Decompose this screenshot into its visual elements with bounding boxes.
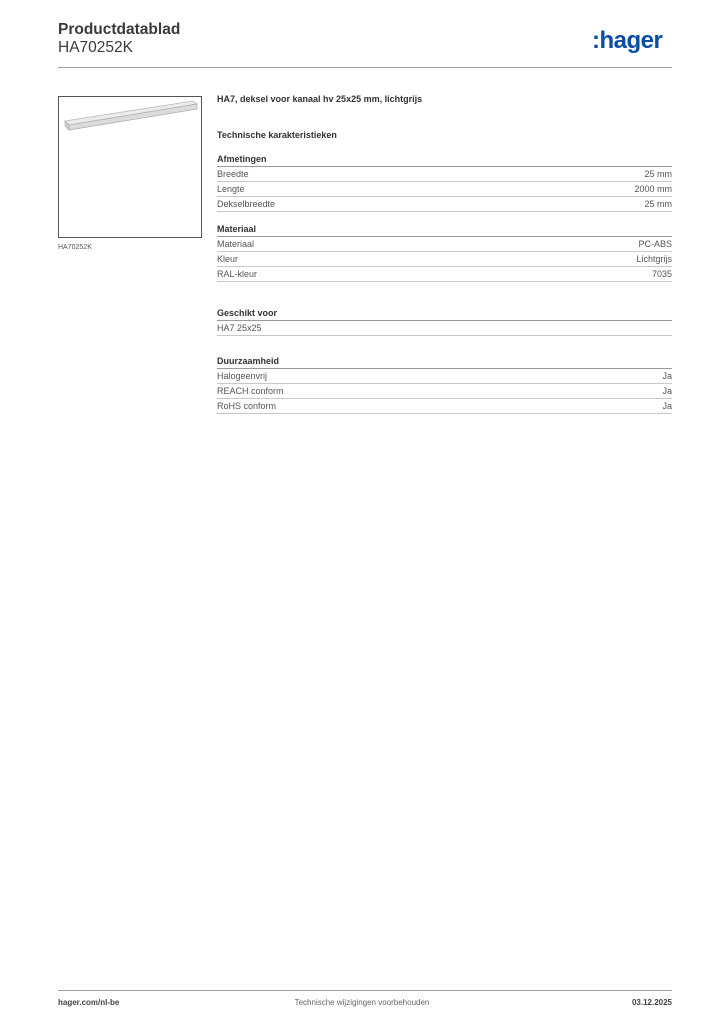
section-afmetingen <box>217 152 672 212</box>
spec-value: PC-ABS <box>638 239 672 249</box>
spec-label: RoHS conform <box>217 401 277 411</box>
spec-label: Kleur <box>217 254 239 264</box>
spec-content <box>217 92 672 414</box>
spec-value: 25 mm <box>644 169 672 179</box>
spec-label: RAL-kleur <box>217 269 258 279</box>
section-heading: Afmetingen <box>217 152 672 167</box>
spec-value: 2000 mm <box>634 184 672 194</box>
spec-row <box>217 267 672 282</box>
spec-row <box>217 399 672 414</box>
product-description: HA7, deksel voor kanaal hv 25x25 mm, lichtgrijs <box>217 94 423 104</box>
spec-label: Breedte <box>217 169 249 179</box>
spec-label: Halogeenvrij <box>217 371 268 381</box>
spec-row <box>217 167 672 182</box>
spec-label: HA7 25x25 <box>217 323 262 333</box>
spec-value: Ja <box>662 386 672 396</box>
header-divider <box>58 67 672 68</box>
spec-row <box>217 237 672 252</box>
spec-label: Materiaal <box>217 239 255 249</box>
section-heading: Duurzaamheid <box>217 354 672 369</box>
section-materiaal <box>217 222 672 282</box>
spec-row <box>217 197 672 212</box>
section-geschikt-voor <box>217 306 672 336</box>
product-image <box>58 96 202 238</box>
svg-text::hager: :hager <box>592 27 663 54</box>
spec-value: 25 mm <box>644 199 672 209</box>
document-title: Productdatablad <box>58 21 181 38</box>
section-heading: Materiaal <box>217 222 672 237</box>
spec-label: Dekselbreedte <box>217 199 276 209</box>
footer-date: 03.12.2025 <box>631 998 672 1007</box>
hager-logo <box>592 26 674 56</box>
spec-row <box>217 182 672 197</box>
section-duurzaamheid <box>217 354 672 414</box>
spec-row <box>217 252 672 267</box>
spec-label: REACH conform <box>217 386 284 396</box>
spec-value: 7035 <box>651 269 672 279</box>
spec-row <box>217 384 672 399</box>
spec-row <box>217 369 672 384</box>
footer-notice: Technische wijzigingen voorbehouden <box>294 998 430 1007</box>
tech-heading: Technische karakteristieken <box>217 130 337 140</box>
spec-label: Lengte <box>217 184 245 194</box>
footer-divider <box>58 990 672 991</box>
image-caption: HA70252K <box>58 244 92 251</box>
product-code: HA70252K <box>58 39 133 56</box>
footer-website-link[interactable]: hager.com/nl-be <box>58 998 120 1007</box>
section-heading: Geschikt voor <box>217 306 672 321</box>
spec-value: Ja <box>662 401 672 411</box>
spec-value: Lichtgrijs <box>636 254 672 264</box>
spec-row <box>217 321 672 336</box>
spec-value: Ja <box>662 371 672 381</box>
